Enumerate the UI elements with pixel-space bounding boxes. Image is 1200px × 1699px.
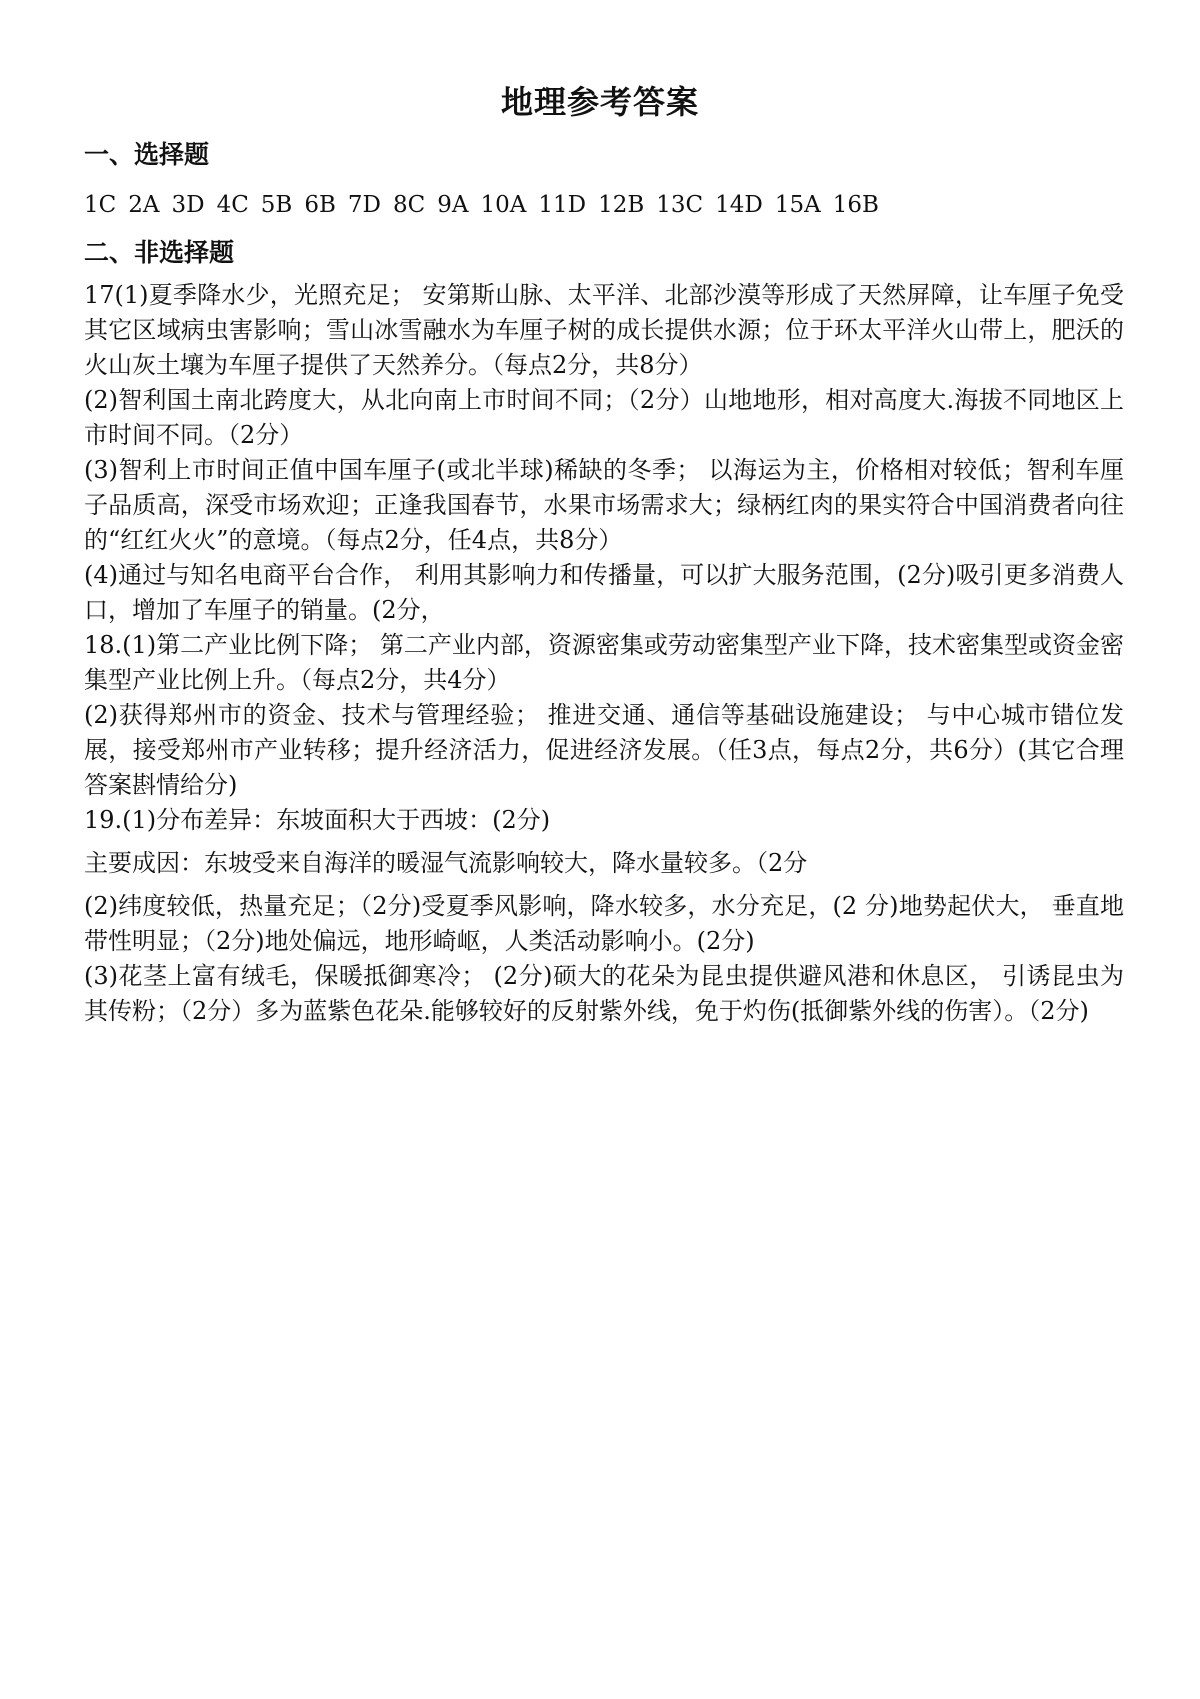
mc-answer: 12B [598, 192, 645, 218]
answer-paragraph-17-1: 17(1)夏季降水少，光照充足； 安第斯山脉、太平洋、北部沙漠等形成了天然屏障，让车厘子免受其它区域病虫害影响；雪山冰雪融水为车厘子树的成长提供水源；位于环太平洋火山带上，肥沃的火山灰土壤为车厘子提供了天然养分。（每点2分，共8分） [84, 281, 1124, 379]
answer-paragraph-18-1: 18.(1)第二产业比例下降； 第二产业内部，资源密集或劳动密集型产业下降，技术密集型或资金密集型产业比例上升。（每点2分，共4分） [84, 631, 1124, 694]
mc-answer: 7D [347, 192, 381, 218]
mc-answer: 15A [774, 192, 821, 218]
answer-paragraph-19-1: 19.(1)分布差异：东坡面积大于西坡：(2分) [84, 806, 551, 834]
mc-answer: 13C [656, 192, 704, 218]
answer-paragraph-17-2: (2)智利国土南北跨度大，从北向南上市时间不同；（2分）山地地形，相对高度大.海拔不同地区上市时间不同。（2分） [84, 386, 1124, 449]
answer-paragraph-19-1-cause: 主要成因：东坡受来自海洋的暖湿气流影响较大，降水量较多。（2分 [84, 849, 808, 877]
answer-paragraph-17-4: (4)通过与知名电商平台合作， 利用其影响力和传播量，可以扩大服务范围，(2分)吸引更多消费人口，增加了车厘子的销量。(2分， [84, 561, 1124, 624]
free-response-answers [84, 278, 1124, 1029]
answer-paragraph-19-2: (2)纬度较低，热量充足；（2分)受夏季风影响，降水较多，水分充足，(2 分)地势起伏大， 垂直地带性明显；（2分)地处偏远，地形崎岖，人类活动影响小。(2分) [84, 892, 1124, 955]
mc-answer: 8C [392, 192, 426, 218]
mc-answer: 4C [216, 192, 249, 218]
mc-answer: 5B [260, 192, 293, 218]
section-heading-free-response: 二、非选择题 [84, 238, 235, 267]
multiple-choice-answers [84, 188, 891, 222]
page-title: 地理参考答案 [500, 83, 699, 121]
mc-answer: 1C [84, 192, 117, 218]
answer-paragraph-18-2: (2)获得郑州市的资金、技术与管理经验； 推进交通、通信等基础设施建设； 与中心城市错位发展，接受郑州市产业转移；提升经济活力，促进经济发展。（任3点，每点2分，共6分）(其它合理答案斟情给分) [84, 701, 1124, 799]
section-heading-multiple-choice: 一、选择题 [84, 140, 210, 169]
mc-answer: 14D [715, 192, 763, 218]
answer-paragraph-19-3: (3)花茎上富有绒毛，保暖抵御寒冷； (2分)硕大的花朵为昆虫提供避风港和休息区， 引诱昆虫为其传粉；（2分）多为蓝紫色花朵.能够较好的反射紫外线，免于灼伤(抵御紫外线的伤害）。（2分) [84, 962, 1124, 1025]
mc-answer: 10A [480, 192, 527, 218]
mc-answer: 11D [538, 192, 587, 218]
mc-answer: 6B [304, 192, 336, 218]
answer-paragraph-17-3: (3)智利上市时间正值中国车厘子(或北半球)稀缺的冬季； 以海运为主，价格相对较低；智利车厘子品质高，深受市场欢迎；正逢我国春节，水果市场需求大；绿柄红肉的果实符合中国消费者向往的“红红火火”的意境。（每点2分，任4点，共8分） [84, 456, 1124, 554]
mc-answer: 2A [128, 192, 160, 218]
mc-answer: 16B [832, 192, 879, 218]
mc-answer: 9A [437, 192, 469, 218]
mc-answer: 3D [171, 192, 205, 218]
